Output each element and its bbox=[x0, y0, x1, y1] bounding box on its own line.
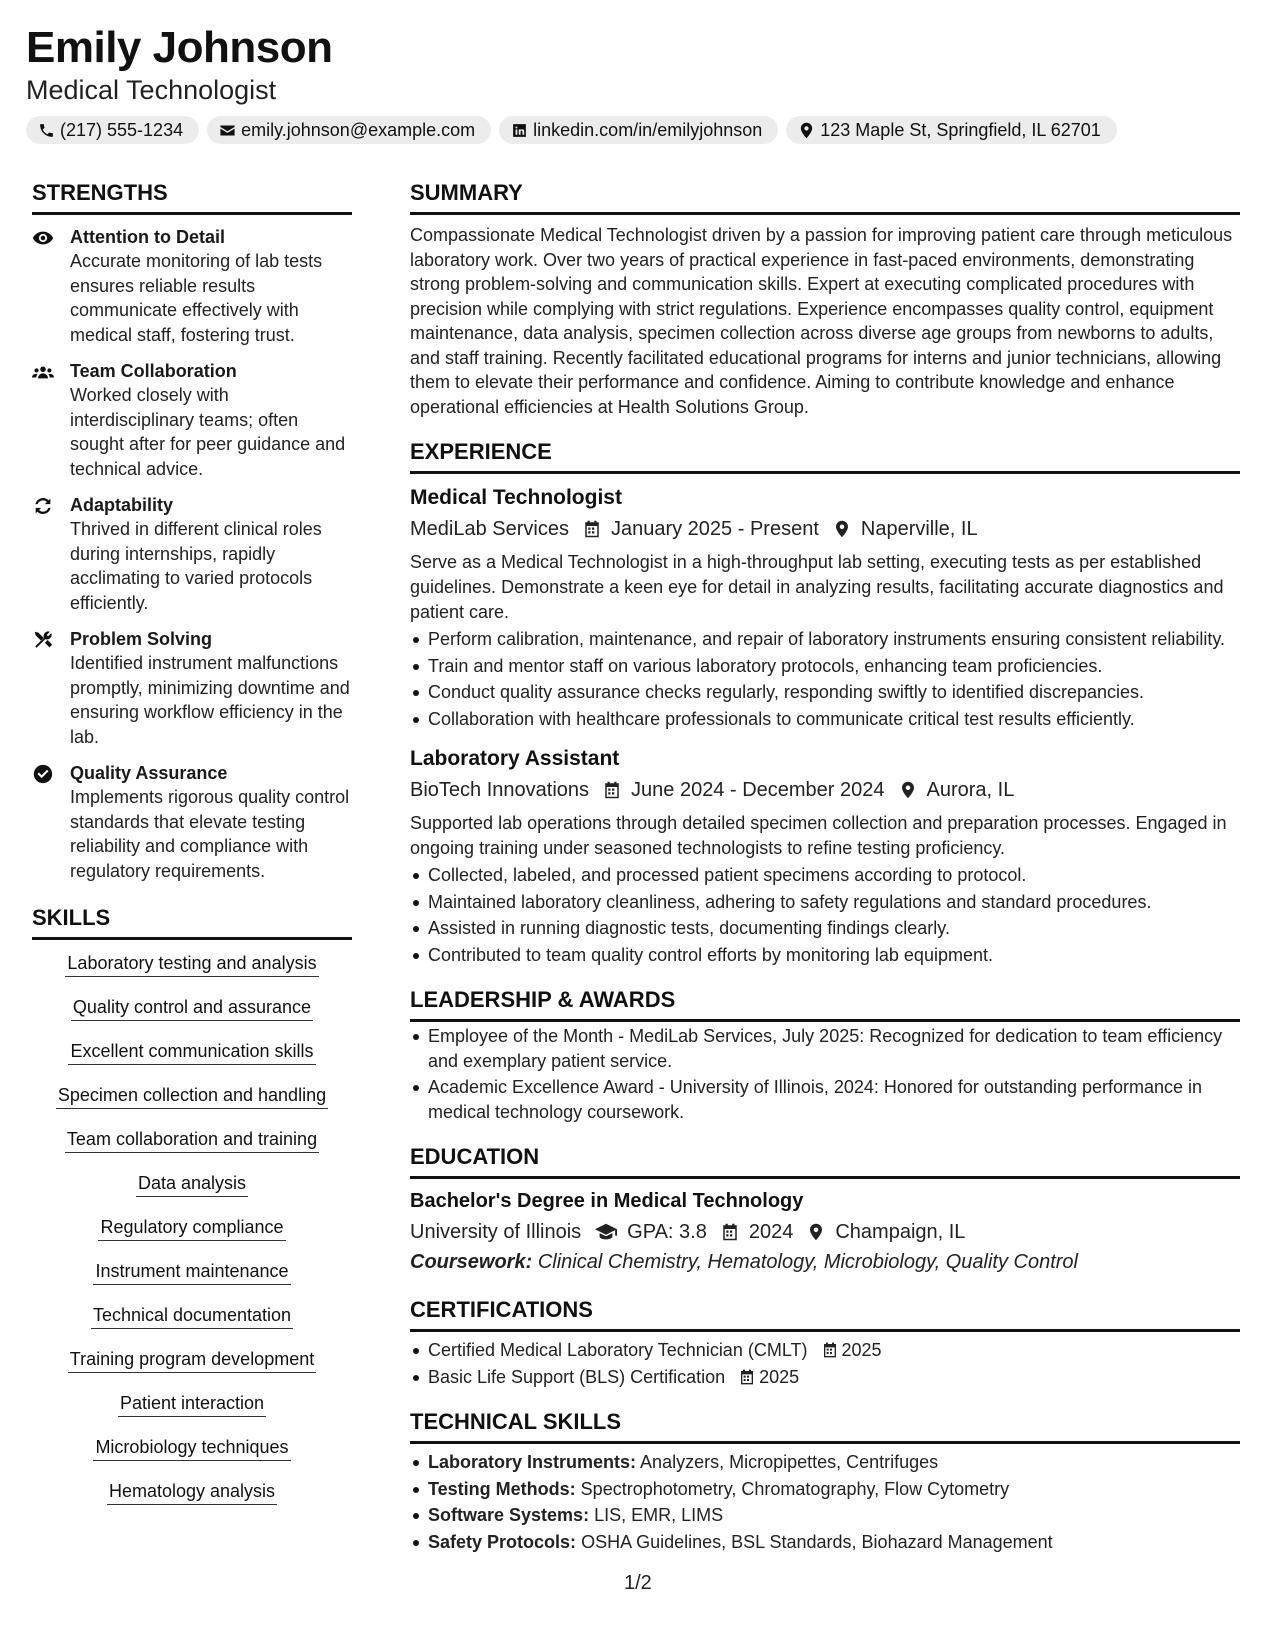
awards-list bbox=[410, 1024, 1240, 1124]
eye-icon bbox=[32, 227, 54, 249]
gpa: GPA: 3.8 bbox=[627, 1221, 707, 1243]
strength-item bbox=[32, 359, 352, 481]
strength-title: Attention to Detail bbox=[70, 227, 225, 247]
cert-year: 2025 bbox=[841, 1340, 882, 1360]
school-location: Champaign, IL bbox=[835, 1221, 966, 1243]
map-pin-icon bbox=[798, 122, 815, 139]
coursework-list: Clinical Chemistry, Hematology, Microbiology, Quality Control bbox=[537, 1251, 1078, 1273]
list-item bbox=[410, 1338, 1240, 1363]
job-company: BioTech Innovations bbox=[410, 779, 590, 801]
map-pin-icon bbox=[899, 781, 917, 799]
users-icon bbox=[32, 361, 54, 383]
list-item: Conduct quality assurance checks regularly, responding swiftly to identified discrepancies. bbox=[410, 680, 1240, 705]
job-description: Supported lab operations through detailed specimen collection and preparation processes. Engaged in ongoing training under seasoned technologists to refine testing proficiency. bbox=[410, 813, 1227, 858]
cert-name: Certified Medical Laboratory Technician (CMLT) bbox=[428, 1340, 808, 1360]
map-pin-icon bbox=[807, 1223, 825, 1241]
envelope-icon bbox=[219, 122, 236, 139]
tech-value: OSHA Guidelines, BSL Standards, Biohazard Management bbox=[581, 1531, 1053, 1552]
job-entry bbox=[410, 745, 1240, 967]
coursework-label: Coursework: bbox=[410, 1251, 533, 1273]
contact-phone-text: (217) 555-1234 bbox=[60, 119, 184, 140]
strength-item bbox=[32, 761, 352, 883]
graduation-cap-icon bbox=[595, 1221, 617, 1243]
list-item bbox=[410, 1530, 1240, 1555]
check-circle-icon bbox=[32, 763, 54, 785]
education-heading: EDUCATION bbox=[410, 1142, 1240, 1179]
strength-item bbox=[32, 627, 352, 749]
calendar-icon bbox=[603, 781, 621, 799]
skill-item: Excellent communication skills bbox=[68, 1038, 315, 1065]
skill-item: Training program development bbox=[68, 1346, 316, 1373]
candidate-role: Medical Technologist bbox=[26, 75, 277, 105]
skill-item: Patient interaction bbox=[118, 1390, 266, 1417]
list-item bbox=[410, 1477, 1240, 1502]
certifications-heading: CERTIFICATIONS bbox=[410, 1295, 1240, 1332]
skill-item: Hematology analysis bbox=[107, 1478, 277, 1505]
map-pin-icon bbox=[833, 520, 851, 538]
strength-item bbox=[32, 225, 352, 347]
awards-heading: LEADERSHIP & AWARDS bbox=[410, 985, 1240, 1022]
strengths-heading: STRENGTHS bbox=[32, 178, 352, 215]
contact-address-text: 123 Maple St, Springfield, IL 62701 bbox=[820, 119, 1101, 140]
contact-linkedin[interactable] bbox=[499, 116, 778, 144]
job-entry bbox=[410, 484, 1240, 731]
page-number: 1/2 bbox=[624, 1572, 652, 1594]
calendar-icon bbox=[721, 1223, 739, 1241]
summary-heading: SUMMARY bbox=[410, 178, 1240, 215]
job-bullets bbox=[410, 863, 1240, 967]
job-location: Naperville, IL bbox=[860, 518, 978, 540]
calendar-icon bbox=[583, 520, 601, 538]
strength-title: Team Collaboration bbox=[70, 361, 237, 381]
strength-desc: Accurate monitoring of lab tests ensures reliable results communicate effectively with medical staff, fostering trust. bbox=[70, 251, 323, 345]
job-company: MediLab Services bbox=[410, 518, 569, 540]
tech-value: LIS, EMR, LIMS bbox=[594, 1505, 724, 1525]
job-title: Medical Technologist bbox=[410, 486, 622, 509]
skills-heading: SKILLS bbox=[32, 903, 352, 940]
technical-skills-list bbox=[410, 1450, 1240, 1554]
school-name: University of Illinois bbox=[410, 1221, 582, 1243]
contact-address[interactable] bbox=[786, 116, 1117, 144]
list-item: Assisted in running diagnostic tests, documenting findings clearly. bbox=[410, 916, 1240, 941]
degree-title: Bachelor's Degree in Medical Technology bbox=[410, 1190, 804, 1212]
skill-item: Instrument maintenance bbox=[93, 1258, 290, 1285]
phone-icon bbox=[38, 122, 55, 139]
strength-title: Problem Solving bbox=[70, 629, 213, 649]
refresh-icon bbox=[32, 495, 54, 517]
skill-item: Team collaboration and training bbox=[65, 1126, 319, 1153]
strength-item bbox=[32, 493, 352, 615]
cert-name: Basic Life Support (BLS) Certification bbox=[428, 1366, 726, 1387]
skill-item: Data analysis bbox=[136, 1170, 248, 1197]
tech-label: Safety Protocols: bbox=[428, 1531, 577, 1552]
cert-year: 2025 bbox=[759, 1366, 800, 1387]
job-meta bbox=[410, 775, 1240, 805]
resume-header bbox=[26, 22, 1256, 144]
linkedin-icon bbox=[511, 122, 528, 139]
job-meta bbox=[410, 514, 1240, 544]
strength-title: Adaptability bbox=[70, 495, 174, 515]
list-item bbox=[410, 1365, 1240, 1390]
summary-text: Compassionate Medical Technologist driven by a passion for improving patient care through meticulous laboratory work. Over two years of practical experience in fast-paced environments, demonstrating strong problem-solving and communication skills. Expert at executing complicated procedures with precision while complying with strict regulations. Experience encompasses quality control, equipment maintenance, data analysis, specimen collection across diverse age groups from newborns to adults, and staff training. Recently facilitated educational programs for interns and junior technicians, allowing them to elevate their performance and confidence. Aiming to contribute knowledge and enhance operational efficiencies at Health Solutions Group. bbox=[410, 225, 1233, 417]
skill-item: Quality control and assurance bbox=[71, 994, 313, 1021]
strength-desc: Worked closely with interdisciplinary teams; often sought after for peer guidance and technical advice. bbox=[70, 385, 346, 479]
right-column bbox=[410, 178, 1240, 1556]
list-item: Employee of the Month - MediLab Services, July 2025: Recognized for dedication to team efficiency and exemplary patient service. bbox=[410, 1024, 1240, 1073]
strength-desc: Thrived in different clinical roles during internships, rapidly acclimating to varied protocols efficiently. bbox=[70, 519, 322, 613]
certifications-list bbox=[410, 1338, 1240, 1389]
contact-phone[interactable] bbox=[26, 116, 199, 144]
job-description: Serve as a Medical Technologist in a high-throughput lab setting, executing tests as per established guidelines. Demonstrate a keen eye for detail in analyzing results, facilitating accurate diagnostics and patient care. bbox=[410, 552, 1224, 622]
list-item: Train and mentor staff on various laboratory protocols, enhancing team proficiencies. bbox=[410, 654, 1240, 679]
strength-desc: Identified instrument malfunctions promptly, minimizing downtime and ensuring workflow efficiency in the lab. bbox=[70, 653, 350, 747]
list-item bbox=[410, 1503, 1240, 1528]
job-bullets bbox=[410, 627, 1240, 731]
job-dates: June 2024 - December 2024 bbox=[631, 779, 885, 801]
job-dates: January 2025 - Present bbox=[610, 518, 819, 540]
tech-label: Software Systems: bbox=[428, 1505, 590, 1525]
experience-heading: EXPERIENCE bbox=[410, 437, 1240, 474]
list-item: Contributed to team quality control efforts by monitoring lab equipment. bbox=[410, 943, 1240, 968]
strength-title: Quality Assurance bbox=[70, 763, 228, 783]
contact-linkedin-text: linkedin.com/in/emilyjohnson bbox=[533, 119, 763, 140]
skill-item: Technical documentation bbox=[91, 1302, 293, 1329]
calendar-icon bbox=[822, 1342, 838, 1358]
job-location: Aurora, IL bbox=[926, 779, 1015, 801]
education-meta bbox=[410, 1217, 1240, 1247]
tech-value: Analyzers, Micropipettes, Centrifuges bbox=[640, 1452, 939, 1472]
tech-label: Laboratory Instruments: bbox=[428, 1452, 637, 1472]
list-item bbox=[410, 1450, 1240, 1475]
skill-item: Specimen collection and handling bbox=[56, 1082, 328, 1109]
tech-label: Testing Methods: bbox=[428, 1478, 576, 1499]
list-item: Collaboration with healthcare professionals to communicate critical test results efficiently. bbox=[410, 707, 1240, 732]
left-column bbox=[32, 178, 352, 1522]
candidate-name: Emily Johnson bbox=[26, 23, 333, 72]
tech-value: Spectrophotometry, Chromatography, Flow Cytometry bbox=[580, 1478, 1010, 1499]
skill-item: Microbiology techniques bbox=[93, 1434, 290, 1461]
list-item: Collected, labeled, and processed patient specimens according to protocol. bbox=[410, 863, 1240, 888]
coursework bbox=[410, 1247, 1240, 1277]
tools-icon bbox=[32, 629, 54, 651]
strength-desc: Implements rigorous quality control standards that elevate testing reliability and compliance with regulatory requirements. bbox=[70, 787, 350, 881]
job-title: Laboratory Assistant bbox=[410, 747, 620, 770]
list-item: Maintained laboratory cleanliness, adhering to safety regulations and standard procedures. bbox=[410, 890, 1240, 915]
calendar-icon bbox=[739, 1369, 755, 1385]
skill-item: Laboratory testing and analysis bbox=[65, 950, 318, 977]
skill-item: Regulatory compliance bbox=[98, 1214, 285, 1241]
strengths-list bbox=[32, 225, 352, 883]
technical-skills-heading: TECHNICAL SKILLS bbox=[410, 1407, 1240, 1444]
contact-email[interactable] bbox=[207, 116, 491, 144]
list-item: Academic Excellence Award - University of Illinois, 2024: Honored for outstanding performance in medical technology coursework. bbox=[410, 1075, 1240, 1124]
skills-list bbox=[32, 950, 352, 1522]
graduation-year: 2024 bbox=[748, 1221, 794, 1243]
contact-email-text: emily.johnson@example.com bbox=[241, 119, 476, 140]
contact-bar bbox=[26, 116, 1256, 144]
list-item: Perform calibration, maintenance, and repair of laboratory instruments ensuring consistent reliability. bbox=[410, 627, 1240, 652]
